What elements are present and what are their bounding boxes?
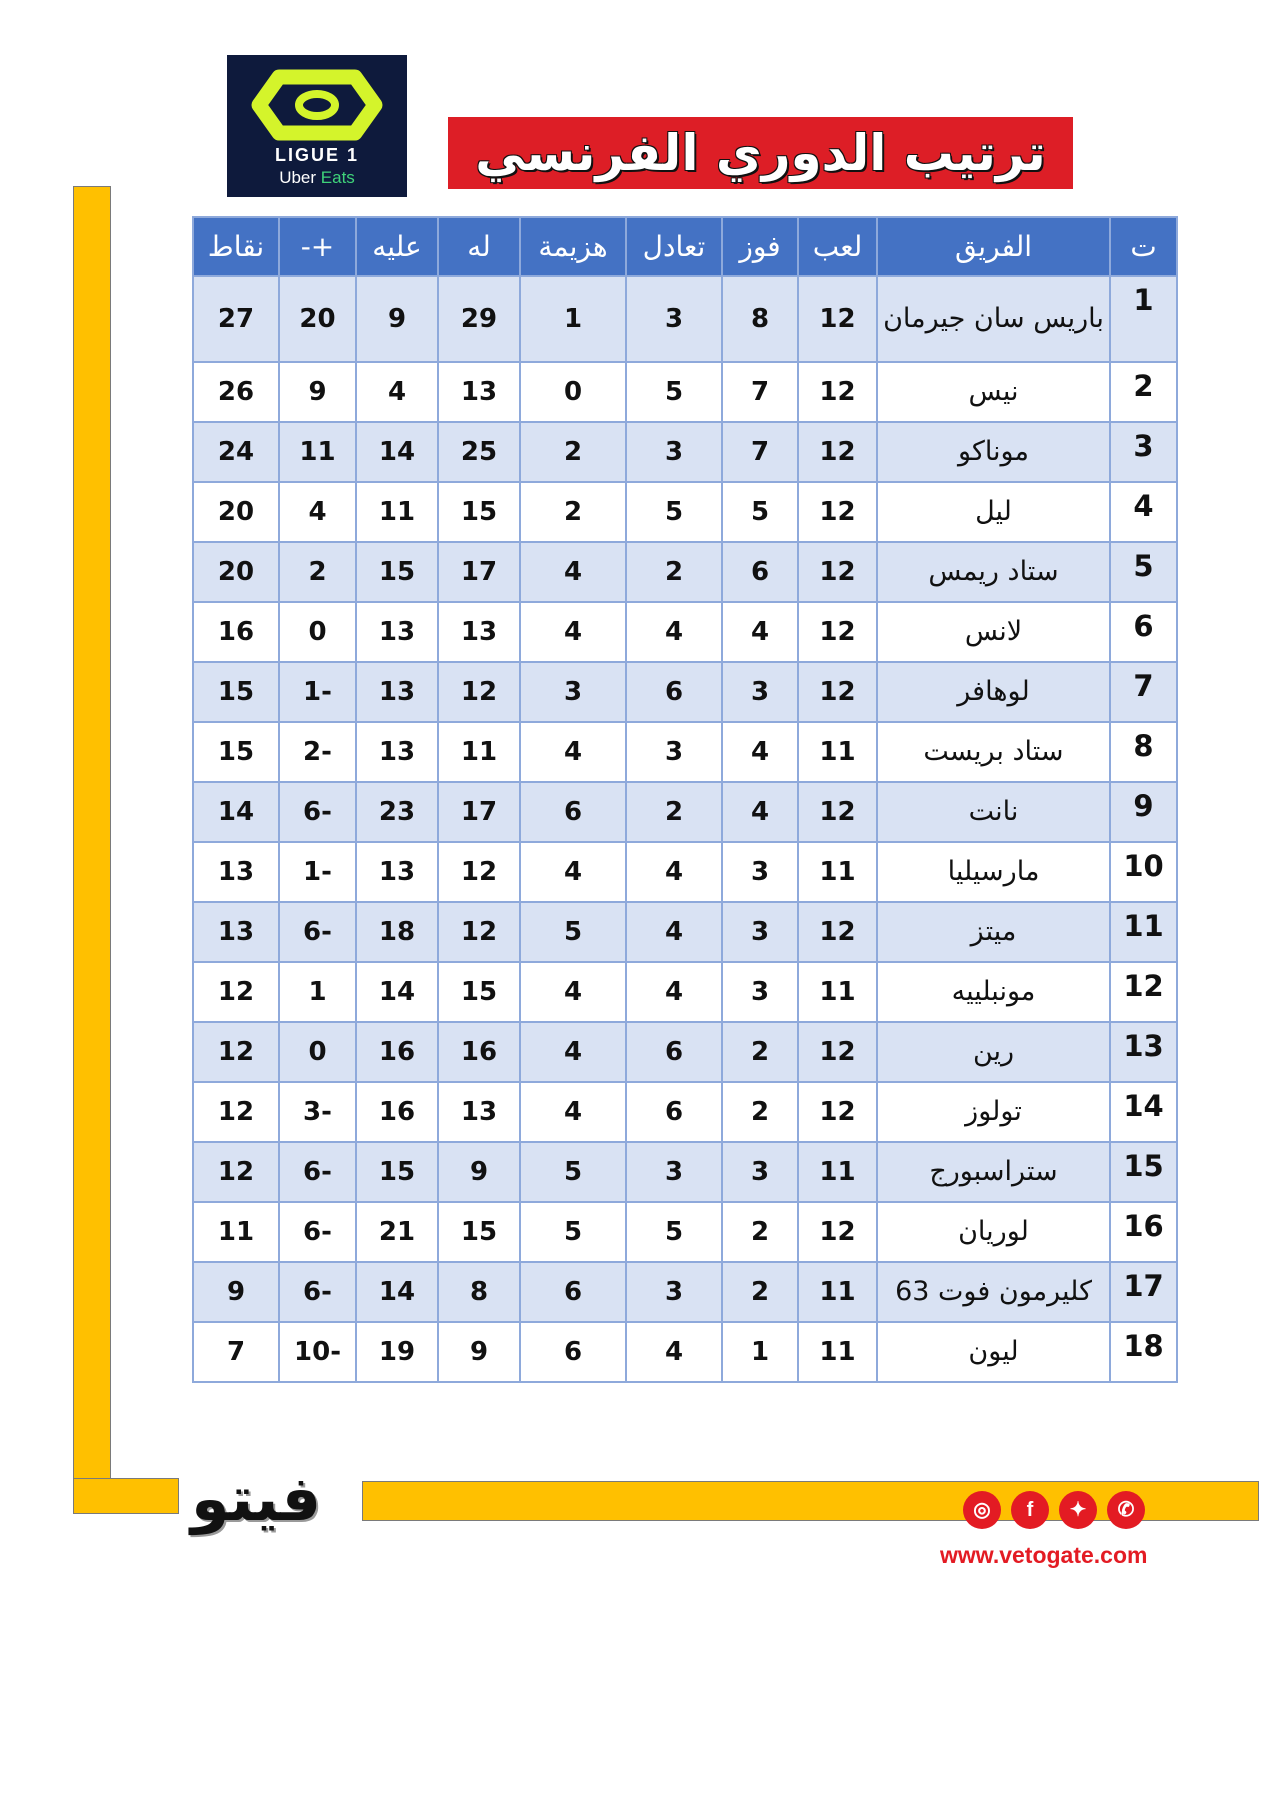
cell-played: 12 [798, 422, 877, 482]
cell-played: 11 [798, 842, 877, 902]
cell-team: مونبلييه [877, 962, 1110, 1022]
cell-lost: 1 [520, 276, 626, 362]
cell-points: 27 [193, 276, 279, 362]
table-row [193, 782, 1177, 842]
cell-lost: 3 [520, 662, 626, 722]
cell-goals-against: 13 [356, 602, 438, 662]
table-row [193, 1142, 1177, 1202]
cell-goals-against: 15 [356, 542, 438, 602]
cell-goals-for: 16 [438, 1022, 520, 1082]
cell-team: ليل [877, 482, 1110, 542]
header-points: نقاط [193, 217, 279, 276]
cell-points: 12 [193, 1082, 279, 1142]
cell-goal-difference: -6 [279, 1142, 356, 1202]
cell-goal-difference: -2 [279, 722, 356, 782]
cell-won: 2 [722, 1262, 798, 1322]
cell-goals-for: 17 [438, 542, 520, 602]
cell-goals-for: 12 [438, 842, 520, 902]
cell-won: 3 [722, 842, 798, 902]
cell-drawn: 4 [626, 1322, 722, 1382]
cell-won: 3 [722, 1142, 798, 1202]
cell-goals-against: 16 [356, 1082, 438, 1142]
cell-won: 3 [722, 902, 798, 962]
cell-drawn: 5 [626, 482, 722, 542]
cell-points: 13 [193, 902, 279, 962]
table-row [193, 1262, 1177, 1322]
cell-rank: 2 [1110, 362, 1177, 422]
cell-lost: 6 [520, 1322, 626, 1382]
yellow-frame-vertical [73, 186, 111, 1514]
table-row [193, 1202, 1177, 1262]
cell-points: 12 [193, 1022, 279, 1082]
cell-goals-for: 15 [438, 1202, 520, 1262]
cell-goals-for: 11 [438, 722, 520, 782]
cell-points: 13 [193, 842, 279, 902]
cell-played: 12 [798, 602, 877, 662]
cell-points: 20 [193, 542, 279, 602]
cell-played: 11 [798, 1322, 877, 1382]
cell-team: ستراسبورج [877, 1142, 1110, 1202]
cell-played: 11 [798, 1262, 877, 1322]
cell-lost: 4 [520, 542, 626, 602]
header-won: فوز [722, 217, 798, 276]
cell-played: 12 [798, 276, 877, 362]
cell-won: 2 [722, 1202, 798, 1262]
cell-rank: 5 [1110, 542, 1177, 602]
header-drawn: تعادل [626, 217, 722, 276]
cell-drawn: 6 [626, 1082, 722, 1142]
cell-lost: 4 [520, 1082, 626, 1142]
cell-won: 1 [722, 1322, 798, 1382]
cell-goals-for: 13 [438, 1082, 520, 1142]
twitter-icon[interactable]: ✦ [1059, 1491, 1097, 1529]
cell-points: 9 [193, 1262, 279, 1322]
cell-played: 12 [798, 542, 877, 602]
cell-rank: 17 [1110, 1262, 1177, 1322]
cell-lost: 2 [520, 422, 626, 482]
table-row [193, 276, 1177, 362]
cell-lost: 6 [520, 782, 626, 842]
cell-goals-against: 13 [356, 722, 438, 782]
cell-won: 4 [722, 782, 798, 842]
website-link[interactable]: www.vetogate.com [940, 1542, 1148, 1568]
cell-drawn: 3 [626, 1142, 722, 1202]
table-row [193, 722, 1177, 782]
cell-rank: 3 [1110, 422, 1177, 482]
cell-goal-difference: -6 [279, 902, 356, 962]
cell-played: 12 [798, 1202, 877, 1262]
cell-points: 11 [193, 1202, 279, 1262]
cell-drawn: 2 [626, 782, 722, 842]
cell-played: 11 [798, 722, 877, 782]
cell-points: 7 [193, 1322, 279, 1382]
cell-won: 6 [722, 542, 798, 602]
cell-goals-against: 23 [356, 782, 438, 842]
cell-played: 12 [798, 362, 877, 422]
cell-team: تولوز [877, 1082, 1110, 1142]
cell-goals-against: 11 [356, 482, 438, 542]
cell-played: 12 [798, 902, 877, 962]
cell-goal-difference: 4 [279, 482, 356, 542]
cell-goals-for: 13 [438, 602, 520, 662]
table-row [193, 842, 1177, 902]
cell-goals-for: 29 [438, 276, 520, 362]
cell-played: 12 [798, 482, 877, 542]
cell-rank: 12 [1110, 962, 1177, 1022]
cell-goals-for: 12 [438, 662, 520, 722]
logo-text-uber: Uber [279, 168, 317, 187]
cell-rank: 8 [1110, 722, 1177, 782]
cell-rank: 14 [1110, 1082, 1177, 1142]
cell-goal-difference: -6 [279, 782, 356, 842]
cell-goal-difference: 9 [279, 362, 356, 422]
title-banner [448, 117, 1073, 189]
instagram-icon[interactable]: ◎ [963, 1491, 1001, 1529]
cell-won: 8 [722, 276, 798, 362]
cell-team: لوهافر [877, 662, 1110, 722]
cell-drawn: 4 [626, 602, 722, 662]
cell-goals-against: 21 [356, 1202, 438, 1262]
cell-lost: 4 [520, 1022, 626, 1082]
cell-points: 15 [193, 662, 279, 722]
cell-team: نيس [877, 362, 1110, 422]
cell-lost: 4 [520, 842, 626, 902]
cell-goals-against: 14 [356, 1262, 438, 1322]
cell-lost: 5 [520, 1142, 626, 1202]
cell-goals-against: 13 [356, 662, 438, 722]
cell-goal-difference: 0 [279, 1022, 356, 1082]
table-row [193, 1022, 1177, 1082]
cell-drawn: 4 [626, 962, 722, 1022]
cell-team: ليون [877, 1322, 1110, 1382]
cell-lost: 0 [520, 362, 626, 422]
cell-rank: 10 [1110, 842, 1177, 902]
cell-won: 3 [722, 662, 798, 722]
standings-body [193, 276, 1177, 1382]
cell-won: 5 [722, 482, 798, 542]
cell-won: 7 [722, 362, 798, 422]
table-row [193, 362, 1177, 422]
cell-points: 20 [193, 482, 279, 542]
cell-goals-for: 15 [438, 962, 520, 1022]
cell-lost: 6 [520, 1262, 626, 1322]
logo-text-ligue: LIGUE 1 [274, 145, 359, 165]
cell-won: 2 [722, 1022, 798, 1082]
cell-team: مارسيليا [877, 842, 1110, 902]
header-team: الفريق [877, 217, 1110, 276]
cell-goals-against: 14 [356, 962, 438, 1022]
whatsapp-icon[interactable]: ✆ [1107, 1491, 1145, 1529]
cell-goals-for: 15 [438, 482, 520, 542]
cell-rank: 6 [1110, 602, 1177, 662]
cell-won: 7 [722, 422, 798, 482]
cell-drawn: 4 [626, 902, 722, 962]
cell-points: 14 [193, 782, 279, 842]
brand-name: فيتو [190, 1462, 322, 1535]
header-played: لعب [798, 217, 877, 276]
cell-lost: 4 [520, 962, 626, 1022]
cell-played: 12 [798, 782, 877, 842]
cell-points: 12 [193, 1142, 279, 1202]
standings-table [192, 216, 1178, 1383]
cell-rank: 18 [1110, 1322, 1177, 1382]
cell-goal-difference: 0 [279, 602, 356, 662]
cell-points: 26 [193, 362, 279, 422]
cell-goal-difference: -10 [279, 1322, 356, 1382]
ligue1-logo [227, 55, 407, 197]
table-row [193, 542, 1177, 602]
header-goals-against: عليه [356, 217, 438, 276]
cell-goal-difference: 20 [279, 276, 356, 362]
cell-drawn: 4 [626, 842, 722, 902]
cell-rank: 15 [1110, 1142, 1177, 1202]
logo-text-sponsor [227, 168, 407, 188]
cell-goal-difference: -1 [279, 842, 356, 902]
cell-rank: 9 [1110, 782, 1177, 842]
cell-team: موناكو [877, 422, 1110, 482]
table-row [193, 662, 1177, 722]
cell-lost: 4 [520, 602, 626, 662]
cell-drawn: 5 [626, 1202, 722, 1262]
page-title: ترتيب الدوري الفرنسي [475, 124, 1046, 182]
header-goals-for: له [438, 217, 520, 276]
cell-goal-difference: 11 [279, 422, 356, 482]
cell-goal-difference: -3 [279, 1082, 356, 1142]
cell-team: ستاد ريمس [877, 542, 1110, 602]
cell-rank: 13 [1110, 1022, 1177, 1082]
cell-goals-for: 13 [438, 362, 520, 422]
table-row [193, 482, 1177, 542]
cell-played: 12 [798, 1082, 877, 1142]
cell-played: 11 [798, 962, 877, 1022]
header-rank: ت [1110, 217, 1177, 276]
cell-goals-for: 9 [438, 1322, 520, 1382]
cell-lost: 2 [520, 482, 626, 542]
table-row [193, 962, 1177, 1022]
cell-rank: 4 [1110, 482, 1177, 542]
cell-drawn: 2 [626, 542, 722, 602]
cell-drawn: 6 [626, 1022, 722, 1082]
header-goal-difference: +- [279, 217, 356, 276]
cell-goals-against: 14 [356, 422, 438, 482]
cell-team: لوريان [877, 1202, 1110, 1262]
cell-team: رين [877, 1022, 1110, 1082]
cell-points: 15 [193, 722, 279, 782]
cell-goal-difference: 1 [279, 962, 356, 1022]
cell-team: باريس سان جيرمان [877, 276, 1110, 362]
cell-rank: 1 [1110, 276, 1177, 362]
cell-played: 12 [798, 1022, 877, 1082]
facebook-icon[interactable]: f [1011, 1491, 1049, 1529]
cell-drawn: 3 [626, 422, 722, 482]
cell-goals-for: 17 [438, 782, 520, 842]
cell-played: 11 [798, 1142, 877, 1202]
cell-goals-against: 15 [356, 1142, 438, 1202]
cell-won: 4 [722, 722, 798, 782]
cell-points: 16 [193, 602, 279, 662]
cell-won: 3 [722, 962, 798, 1022]
cell-won: 2 [722, 1082, 798, 1142]
cell-lost: 5 [520, 902, 626, 962]
cell-team: ميتز [877, 902, 1110, 962]
cell-goals-against: 13 [356, 842, 438, 902]
cell-lost: 5 [520, 1202, 626, 1262]
cell-goals-against: 4 [356, 362, 438, 422]
table-row [193, 1082, 1177, 1142]
cell-points: 24 [193, 422, 279, 482]
cell-goal-difference: -6 [279, 1262, 356, 1322]
logo-text-eats: Eats [320, 168, 355, 187]
cell-team: لانس [877, 602, 1110, 662]
yellow-frame-foot [73, 1478, 179, 1514]
cell-rank: 16 [1110, 1202, 1177, 1262]
cell-goals-against: 18 [356, 902, 438, 962]
cell-won: 4 [722, 602, 798, 662]
table-row [193, 602, 1177, 662]
cell-drawn: 3 [626, 276, 722, 362]
cell-drawn: 6 [626, 662, 722, 722]
cell-rank: 7 [1110, 662, 1177, 722]
cell-played: 12 [798, 662, 877, 722]
table-row [193, 422, 1177, 482]
cell-goal-difference: -6 [279, 1202, 356, 1262]
cell-lost: 4 [520, 722, 626, 782]
table-row [193, 1322, 1177, 1382]
cell-rank: 11 [1110, 902, 1177, 962]
header-lost: هزيمة [520, 217, 626, 276]
cell-goals-against: 16 [356, 1022, 438, 1082]
cell-goals-against: 19 [356, 1322, 438, 1382]
cell-goal-difference: -1 [279, 662, 356, 722]
table-row [193, 902, 1177, 962]
cell-drawn: 5 [626, 362, 722, 422]
cell-goals-against: 9 [356, 276, 438, 362]
cell-drawn: 3 [626, 1262, 722, 1322]
cell-team: ستاد بريست [877, 722, 1110, 782]
cell-goals-for: 12 [438, 902, 520, 962]
cell-goals-for: 25 [438, 422, 520, 482]
cell-goal-difference: 2 [279, 542, 356, 602]
cell-goals-for: 8 [438, 1262, 520, 1322]
veto-brand-logo [166, 1454, 346, 1544]
cell-team: كليرمون فوت 63 [877, 1262, 1110, 1322]
cell-drawn: 3 [626, 722, 722, 782]
table-header-row [193, 217, 1177, 276]
cell-goals-for: 9 [438, 1142, 520, 1202]
cell-team: نانت [877, 782, 1110, 842]
cell-points: 12 [193, 962, 279, 1022]
